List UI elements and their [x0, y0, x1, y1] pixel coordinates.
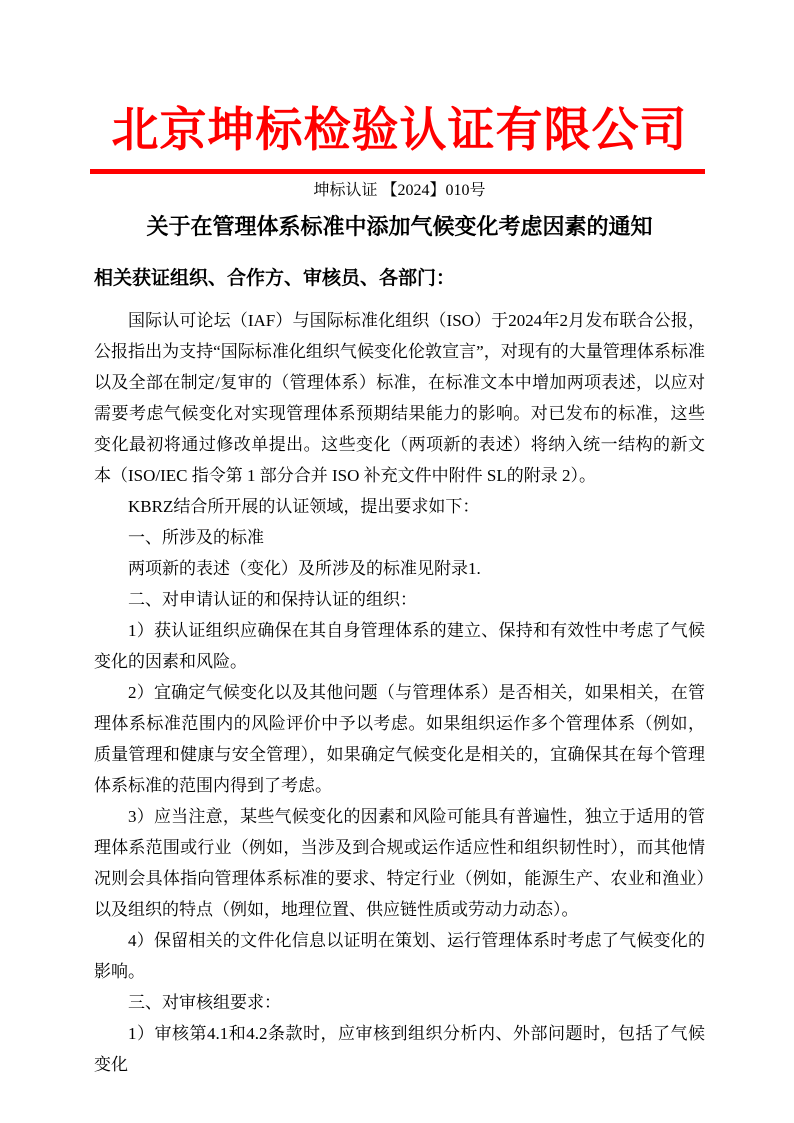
body-paragraph: 三、对审核组要求：	[128, 993, 281, 1012]
document-title: 关于在管理体系标准中添加气候变化考虑因素的通知	[146, 214, 653, 239]
body-paragraphs	[94, 305, 705, 1080]
body-paragraph: 一、所涉及的标准	[128, 528, 264, 547]
body-paragraph: 3）应当注意，某些气候变化的因素和风险可能具有普遍性，独立于适用的管理体系范围或行业（例如，当涉及到合规或运作适应性和组织韧性时），而其他情况则会具体指向管理体系标准的要求、特定行业（例如，能源生产、农业和渔业）以及组织的特点（例如，地理位置、供应链性质或劳动力动态）。	[94, 807, 705, 919]
body-paragraph: 1）审核第4.1和4.2条款时，应审核到组织分析内、外部问题时，包括了气候变化	[94, 1024, 705, 1074]
company-name: 北京坤标检验认证有限公司	[111, 105, 688, 157]
salutation: 相关获证组织、合作方、审核员、各部门：	[94, 268, 456, 289]
body-paragraph: 2）宜确定气候变化以及其他问题（与管理体系）是否相关，如果相关，在管理体系标准范围内的风险评价中予以考虑。如果组织运作多个管理体系（例如，质量管理和健康与安全管理），如果确定气候变化是相关的，宜确保其在每个管理体系标准的范围内得到了考虑。	[94, 683, 705, 795]
body-paragraph: 二、对申请认证的和保持认证的组织：	[128, 590, 417, 609]
body-paragraph: 4）保留相关的文件化信息以证明在策划、运行管理体系时考虑了气候变化的影响。	[94, 931, 705, 981]
letterhead	[94, 102, 705, 201]
body-paragraph: 两项新的表述（变化）及所涉及的标准见附录1.	[128, 559, 481, 578]
body-paragraph: 1）获认证组织应确保在其自身管理体系的建立、保持和有效性中考虑了气候变化的因素和风险。	[94, 621, 705, 671]
body-paragraph: 国际认可论坛（IAF）与国际标准化组织（ISO）于2024年2月发布联合公报，公报指出为支持“国际标准化组织气候变化伦敦宣言”，对现有的大量管理体系标准以及全部在制定/复审的（管理体系）标准，在标准文本中增加两项表述，以应对需要考虑气候变化对实现管理体系预期结果能力的影响。对已发布的标准，这些变化最初将通过修改单提出。这些变化（两项新的表述）将纳入统一结构的新文本（ISO/IEC 指令第 1 部分合并 ISO 补充文件中附件 SL的附录 2）。	[94, 311, 705, 485]
body-paragraph: KBRZ结合所开展的认证领域，提出要求如下：	[128, 497, 480, 516]
letterhead-divider	[90, 169, 705, 174]
doc-number: 坤标认证 【2024】010号	[313, 182, 486, 199]
